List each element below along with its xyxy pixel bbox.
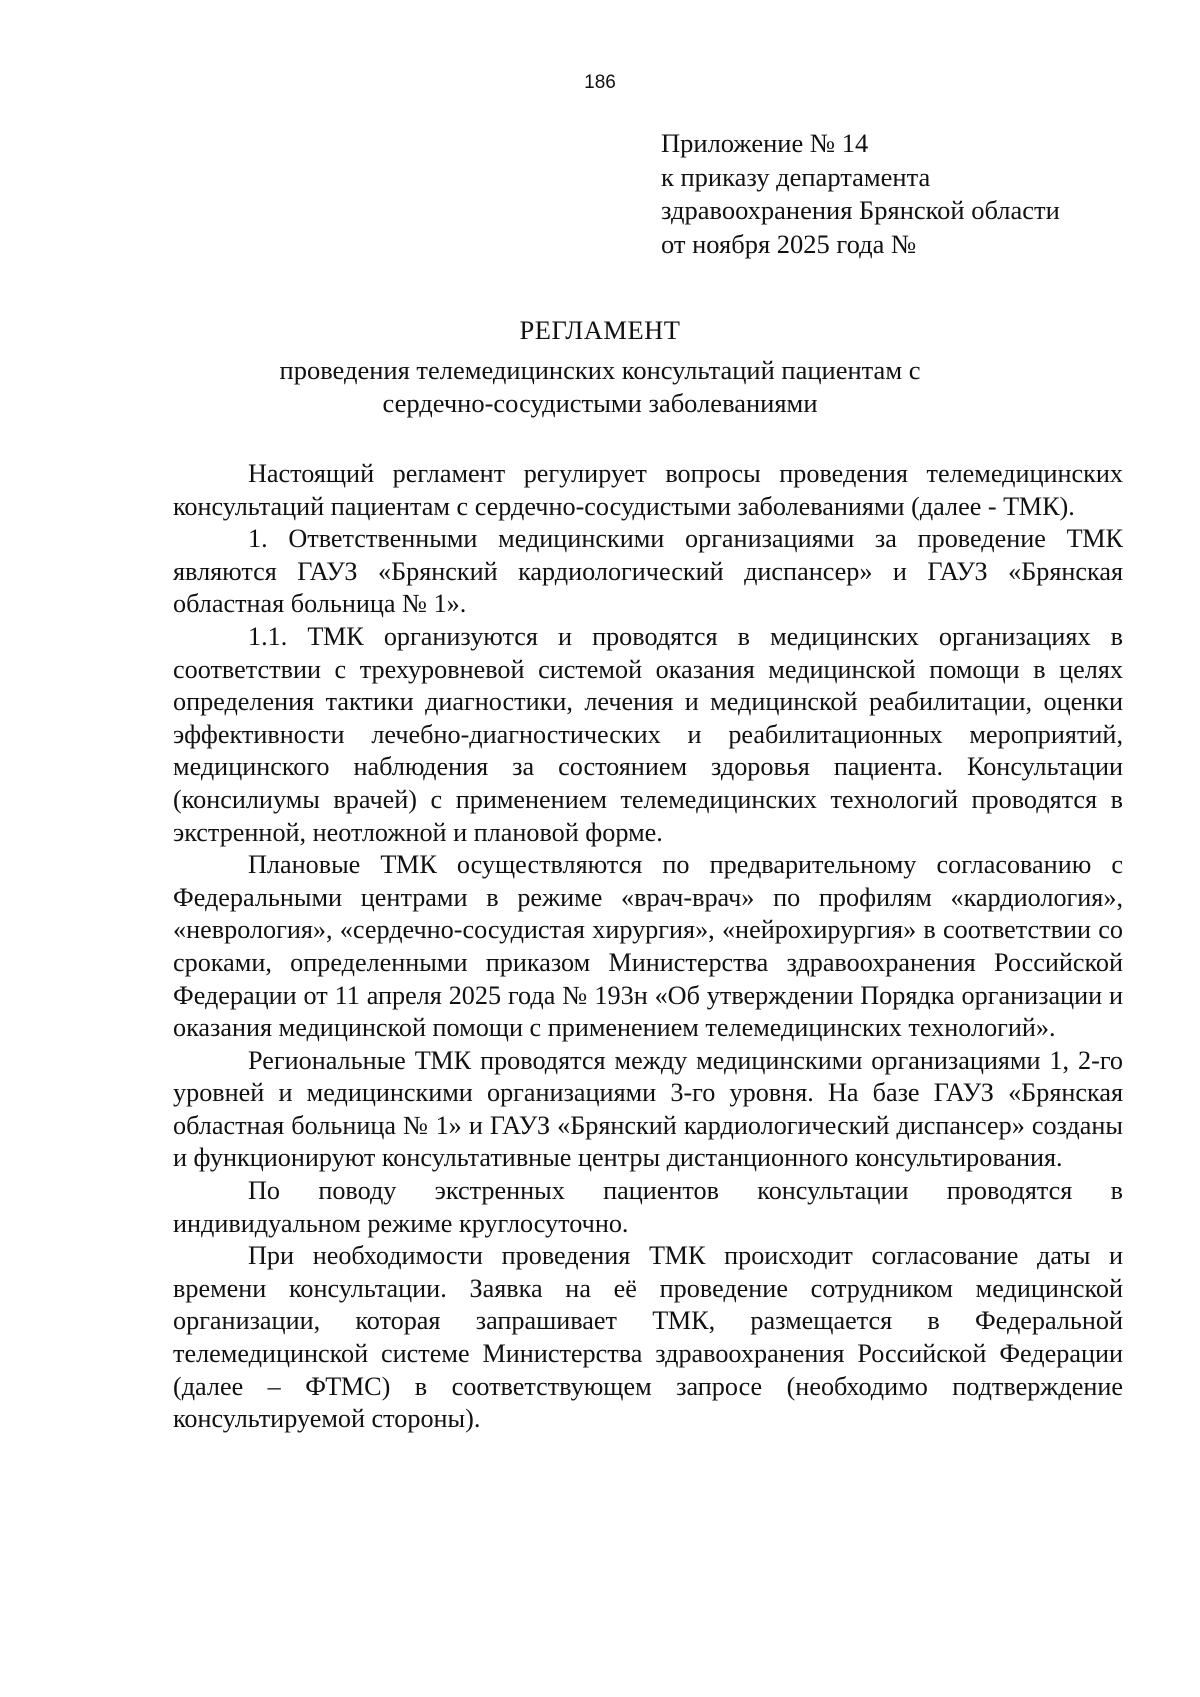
document-title: РЕГЛАМЕНТ <box>519 315 681 345</box>
paragraph-request: При необходимости проведения ТМК происходит согласование даты и времени консультации. Заявка на её проведение сотрудником медицинской организации, которая запрашивает ТМК, размещается в Федеральной телемедицинской системе Министерства здравоохранения Российской Федерации (далее – ФТМС) в соответствующем запросе (необходимо подтверждение консультируемой стороны). <box>173 1241 1123 1434</box>
appendix-block <box>661 127 1131 261</box>
paragraph-1: 1. Ответственными медицинскими организациями за проведение ТМК являются ГАУЗ «Брянский кардиологический диспансер» и ГАУЗ «Брянская областная больница № 1». <box>173 524 1123 619</box>
page-number: 186 <box>584 72 616 93</box>
appendix-line-order: к приказу департамента <box>661 161 931 192</box>
paragraph-emergency: По поводу экстренных пациентов консультации проводятся в индивидуальном режиме круглосуточно. <box>173 1176 1123 1238</box>
paragraph-intro: Настоящий регламент регулирует вопросы проведения телемедицинских консультаций пациентам с сердечно-сосудистыми заболеваниями (далее - ТМК). <box>173 459 1123 521</box>
paragraph-1-1: 1.1. ТМК организуются и проводятся в медицинских организациях в соответствии с трехуровневой системой оказания медицинской помощи в целях определения тактики диагностики, лечения и медицинской реабилитации, оценки эффективности лечебно-диагностических и реабилитационных мероприятий, медицинского наблюдения за состоянием здоровья пациента. Консультации (консилиумы врачей) с применением телемедицинских технологий проводятся в экстренной, неотложной и плановой форме. <box>173 621 1123 847</box>
appendix-line-date: от ноября 2025 года № <box>661 228 917 259</box>
appendix-line-number: Приложение № 14 <box>661 128 869 158</box>
document-body <box>173 458 1123 1436</box>
appendix-line-department: здравоохранения Брянской области <box>661 195 1060 225</box>
document-subtitle: проведения телемедицинских консультаций пациентам с сердечно-сосудистыми заболеваниями <box>279 355 921 418</box>
paragraph-planned-tmk: Плановые ТМК осуществляются по предварительному согласованию с Федеральными центрами в режиме «врач-врач» по профилям «кардиология», «неврология», «сердечно-сосудистая хирургия», «нейрохирургия» в соответствии со сроками, определенными приказом Министерства здравоохранения Российской Федерации от 11 апреля 2025 года № 193н «Об утверждении Порядка организации и оказания медицинской помощи с применением телемедицинских технологий». <box>173 850 1123 1043</box>
paragraph-regional-tmk: Региональные ТМК проводятся между медицинскими организациями 1, 2-го уровней и медицинскими организациями 3-го уровня. На базе ГАУЗ «Брянская областная больница № 1» и ГАУЗ «Брянский кардиологический диспансер» созданы и функционируют консультативные центры дистанционного консультирования. <box>173 1045 1123 1173</box>
